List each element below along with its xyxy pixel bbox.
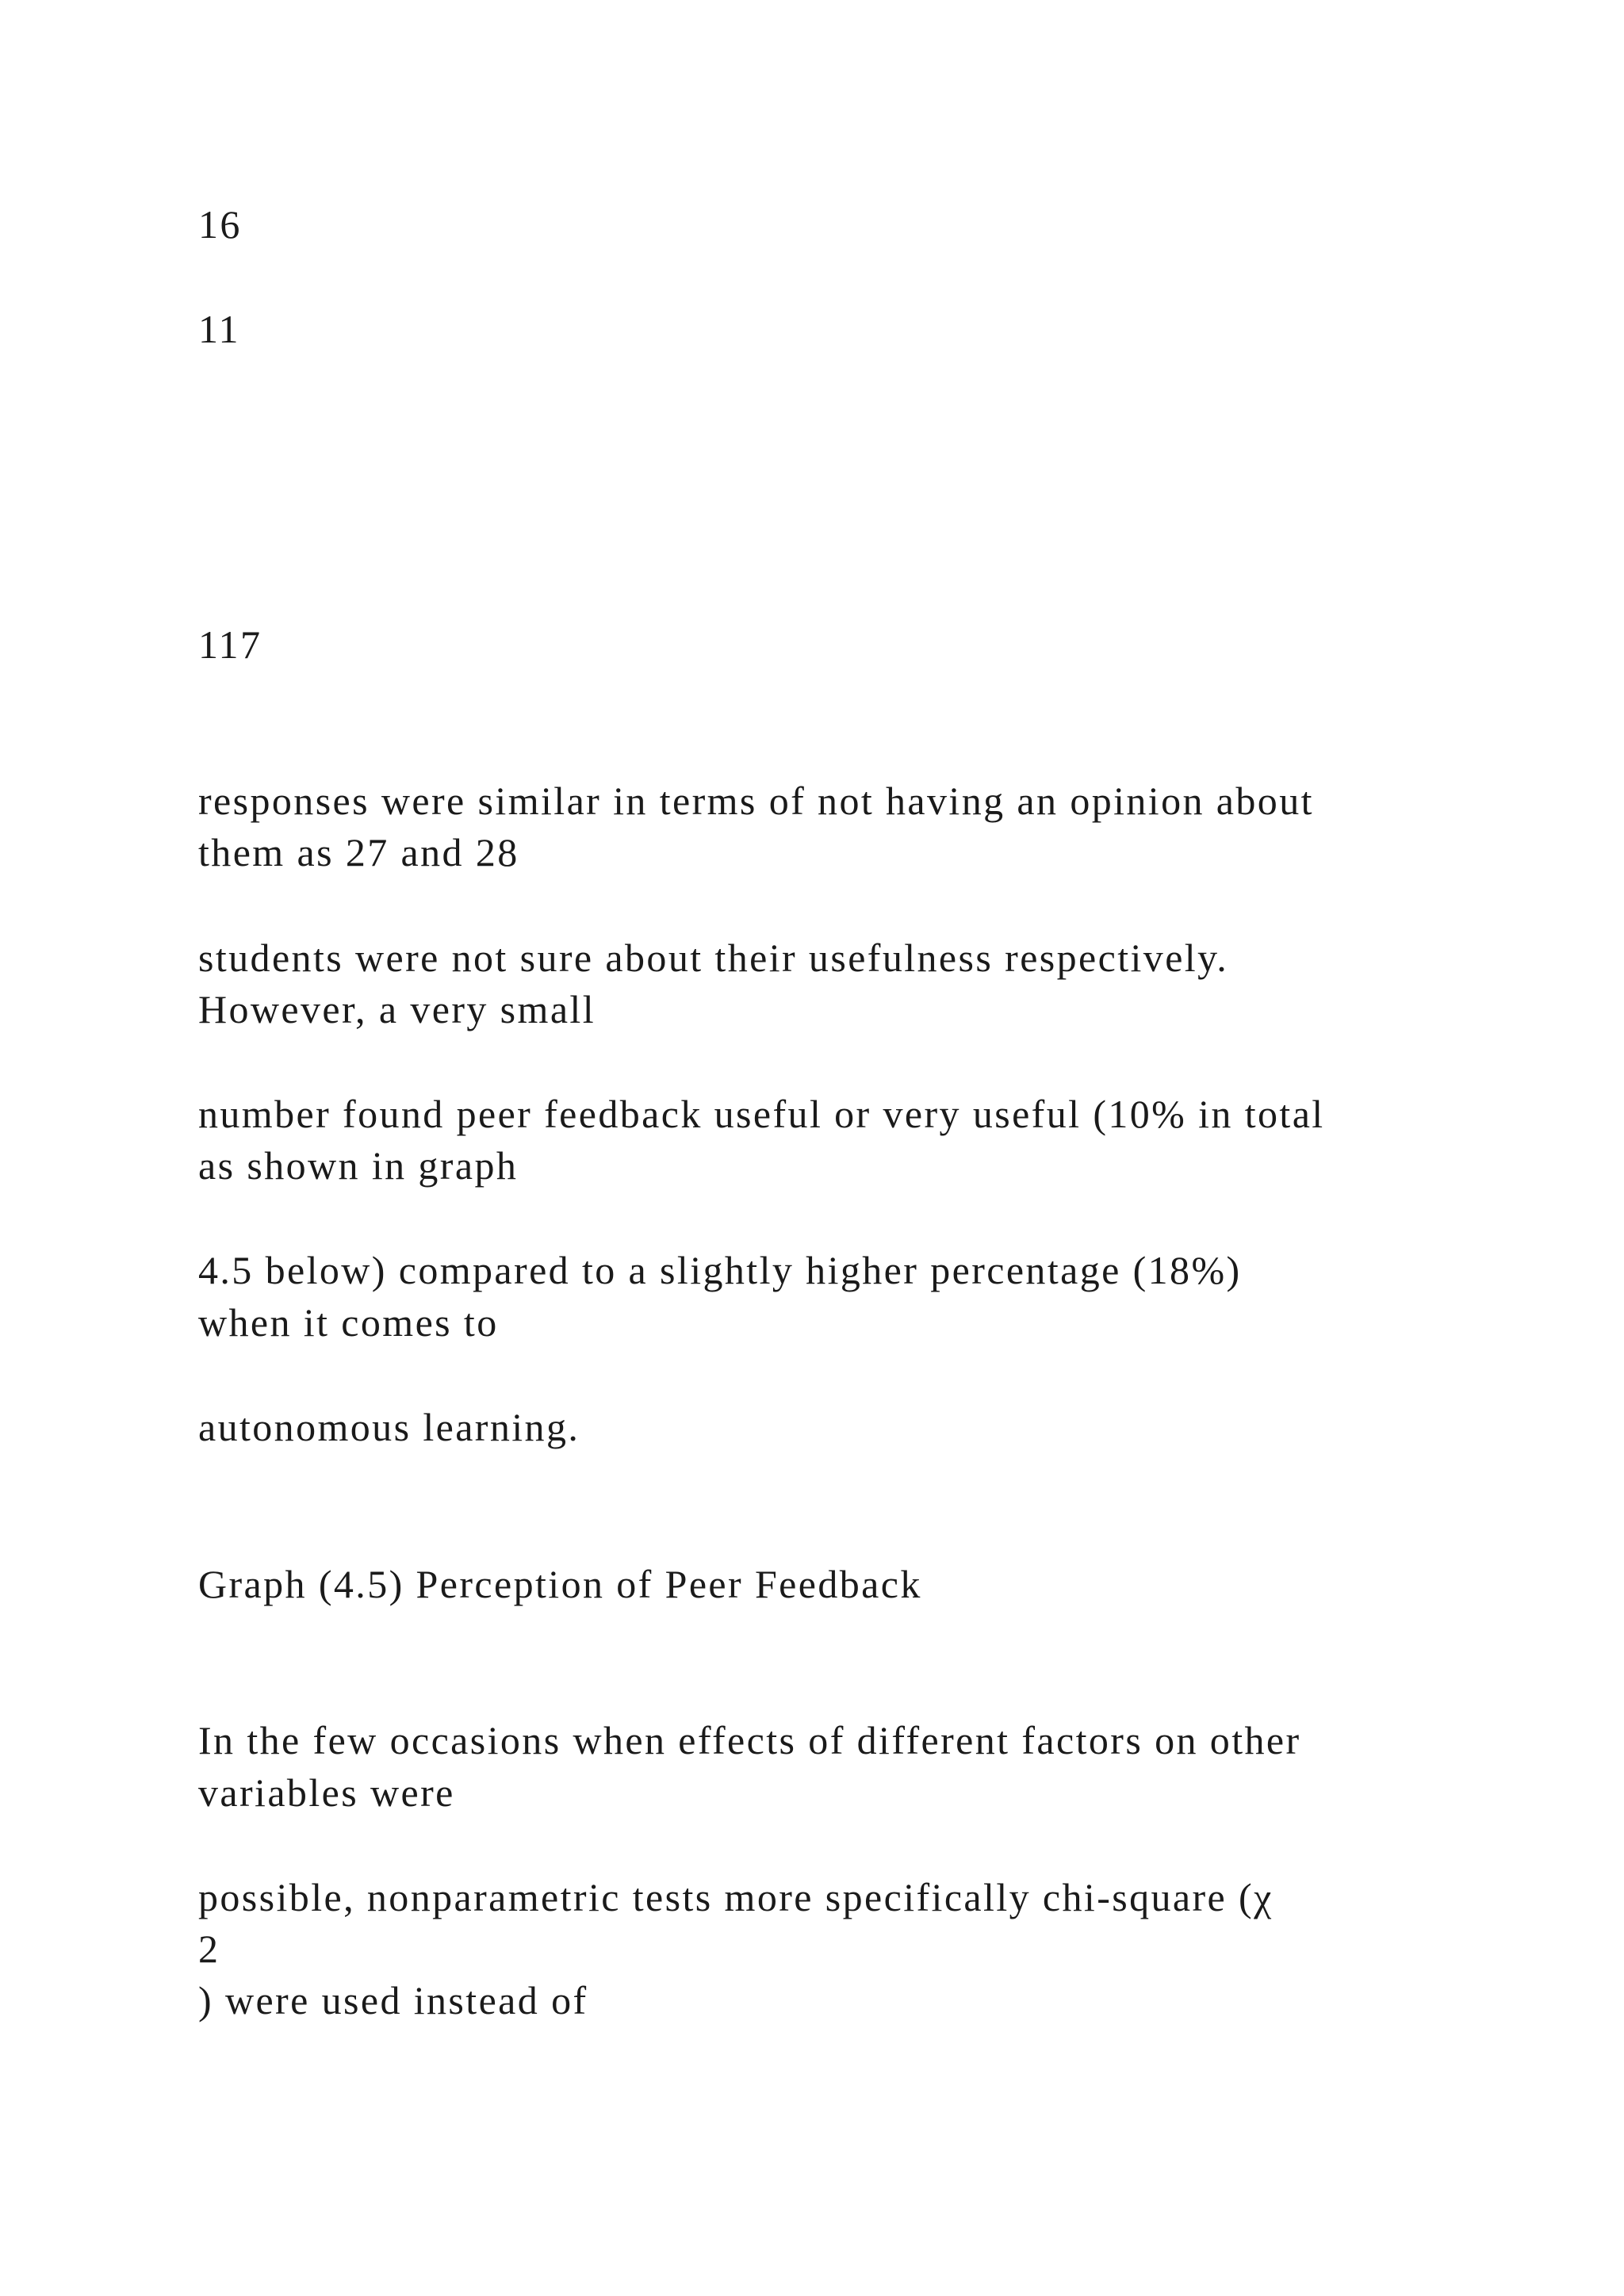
text-line: responses were similar in terms of not having an opinion about: [198, 779, 1314, 823]
text-line: autonomous learning.: [198, 1405, 580, 1449]
text-line: number found peer feedback useful or very useful (10% in total: [198, 1092, 1325, 1136]
text-line: 4.5 below) compared to a slightly higher percentage (18%): [198, 1248, 1242, 1292]
text-line: students were not sure about their usefulness respectively.: [198, 936, 1229, 980]
text-line: possible, nonparametric tests more specifically chi-square (χ: [198, 1875, 1274, 1919]
text-line: them as 27 and 28: [198, 830, 519, 874]
page-number-16: 16: [198, 202, 242, 247]
page-number-11: 11: [198, 307, 240, 351]
text-line: as shown in graph: [198, 1143, 519, 1188]
text-line: However, a very small: [198, 987, 596, 1031]
page-number-117: 117: [198, 622, 262, 667]
text-line: when it comes to: [198, 1300, 499, 1345]
text-line: variables were: [198, 1770, 455, 1815]
text-line: ) were used instead of: [198, 1978, 588, 2022]
text-line: In the few occasions when effects of different factors on other: [198, 1718, 1301, 1762]
superscript-two: 2: [198, 1927, 220, 1971]
graph-caption: Graph (4.5) Perception of Peer Feedback: [198, 1562, 922, 1606]
